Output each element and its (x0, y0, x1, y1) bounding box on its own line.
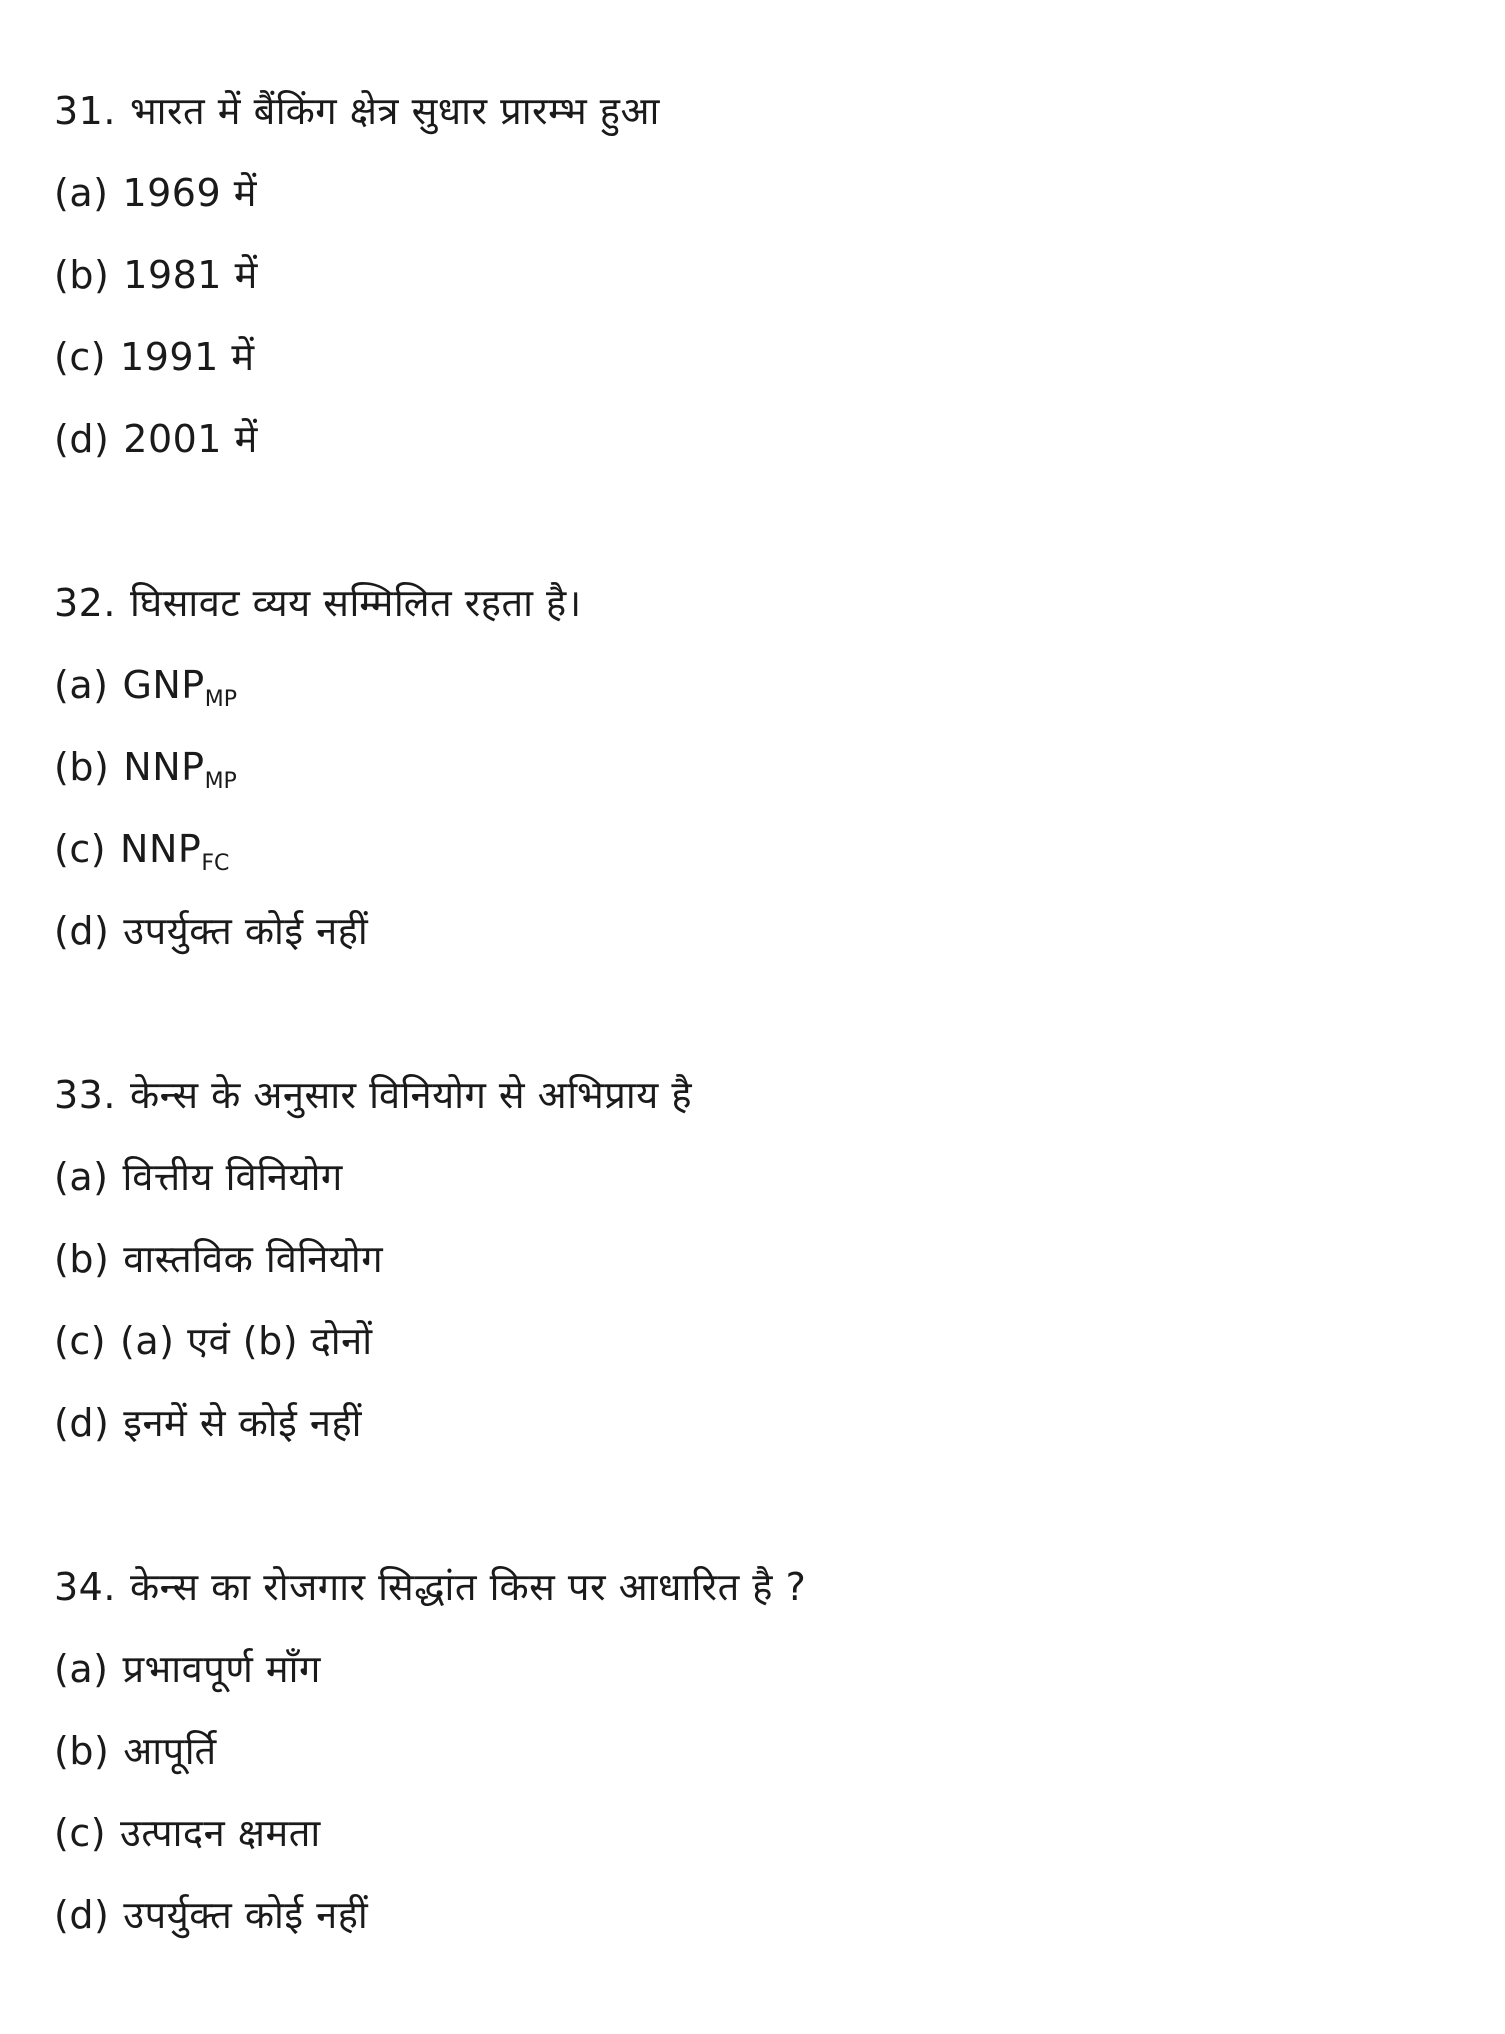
question-text (54, 1054, 1505, 1136)
option-label: (d) (54, 417, 110, 461)
option-text: उपर्युक्त कोई नहीं (123, 1893, 369, 1937)
option-text: 1969 में (122, 171, 257, 215)
option-text: इनमें से कोई नहीं (123, 1401, 362, 1445)
option-subscript: MP (204, 769, 237, 794)
question-31 (54, 70, 1505, 480)
question-number: 32. (54, 581, 116, 625)
option-subscript: FC (201, 851, 230, 876)
option-b (54, 1710, 1505, 1792)
option-text: उत्पादन क्षमता (120, 1811, 321, 1855)
option-label: (d) (54, 909, 110, 953)
option-a (54, 644, 1505, 726)
option-label: (b) (54, 745, 110, 789)
option-label: (b) (54, 1729, 110, 1773)
question-spacer (54, 480, 1505, 562)
question-stem: केन्स के अनुसार विनियोग से अभिप्राय है (129, 1073, 693, 1117)
option-text: 1991 में (120, 335, 255, 379)
option-c (54, 1300, 1505, 1382)
option-label: (a) (54, 1155, 109, 1199)
option-label: (a) (54, 663, 109, 707)
option-b (54, 726, 1505, 808)
question-text (54, 70, 1505, 152)
option-b (54, 234, 1505, 316)
option-a (54, 1628, 1505, 1710)
option-label: (b) (54, 1237, 110, 1281)
option-d (54, 890, 1505, 972)
option-label: (c) (54, 1319, 107, 1363)
option-label: (b) (54, 253, 110, 297)
question-text (54, 1546, 1505, 1628)
option-text: प्रभावपूर्ण माँग (122, 1647, 321, 1691)
question-stem: केन्स का रोजगार सिद्धांत किस पर आधारित है ? (129, 1565, 807, 1609)
question-34 (54, 1546, 1505, 1956)
option-a (54, 1136, 1505, 1218)
option-label: (a) (54, 1647, 109, 1691)
option-text: 2001 में (123, 417, 258, 461)
question-number: 34. (54, 1565, 116, 1609)
option-c (54, 1792, 1505, 1874)
question-33 (54, 1054, 1505, 1464)
option-label: (d) (54, 1893, 110, 1937)
option-label: (c) (54, 335, 107, 379)
option-text: 1981 में (123, 253, 258, 297)
option-text: आपूर्ति (123, 1729, 217, 1773)
option-d (54, 1874, 1505, 1956)
option-c (54, 808, 1505, 890)
option-text: (a) एवं (b) दोनों (120, 1319, 373, 1363)
option-label: (d) (54, 1401, 110, 1445)
option-text: NNP (123, 745, 205, 789)
question-stem: भारत में बैंकिंग क्षेत्र सुधार प्रारम्भ हुआ (129, 89, 660, 133)
question-number: 31. (54, 89, 116, 133)
option-text: उपर्युक्त कोई नहीं (123, 909, 369, 953)
question-spacer (54, 1464, 1505, 1546)
option-b (54, 1218, 1505, 1300)
option-text: वित्तीय विनियोग (122, 1155, 343, 1199)
option-label: (c) (54, 827, 107, 871)
option-c (54, 316, 1505, 398)
question-text (54, 562, 1505, 644)
option-d (54, 1382, 1505, 1464)
option-text: वास्तविक विनियोग (123, 1237, 384, 1281)
option-text: GNP (122, 663, 205, 707)
option-a (54, 152, 1505, 234)
question-number: 33. (54, 1073, 116, 1117)
option-subscript: MP (204, 687, 237, 712)
question-32 (54, 562, 1505, 972)
question-stem: घिसावट व्यय सम्मिलित रहता है। (129, 581, 582, 625)
question-spacer (54, 972, 1505, 1054)
option-d (54, 398, 1505, 480)
option-label: (c) (54, 1811, 107, 1855)
option-label: (a) (54, 171, 109, 215)
option-text: NNP (120, 827, 202, 871)
